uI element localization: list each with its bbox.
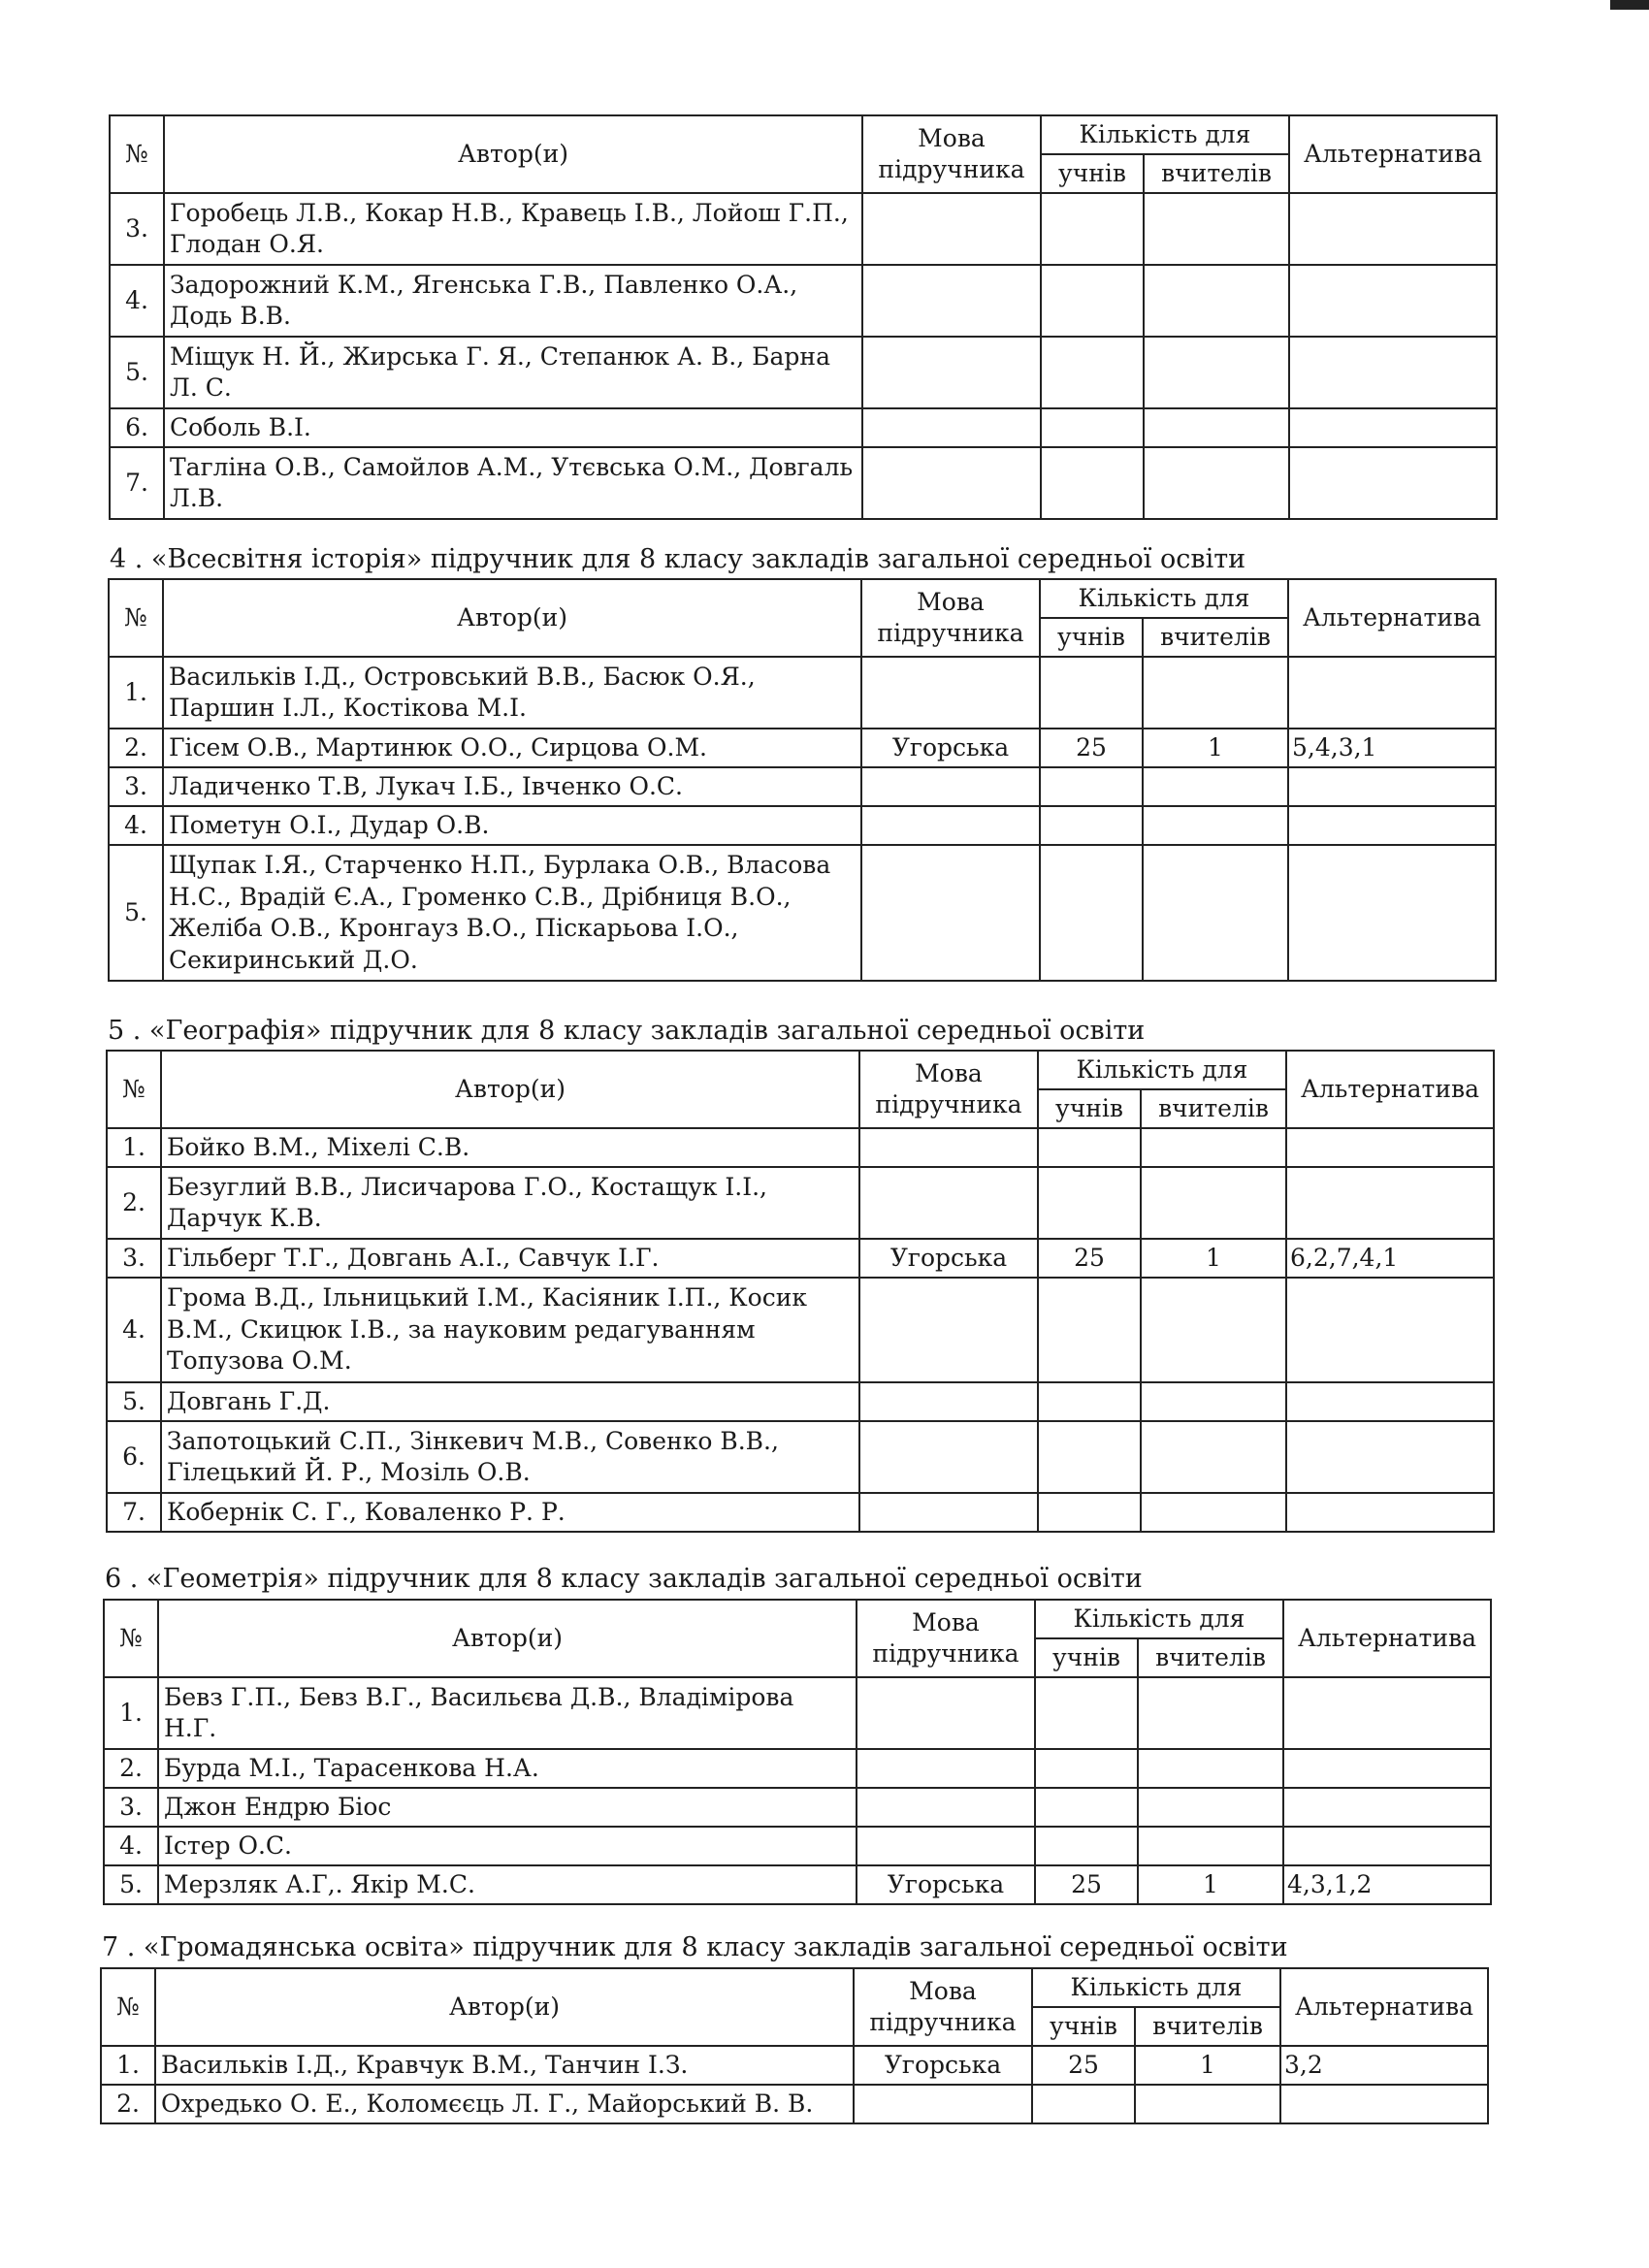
row-language [861,845,1040,981]
row-students-count [1040,767,1143,806]
header-language: Мова підручника [861,579,1040,657]
row-students-count: 25 [1038,1239,1141,1278]
table-row [104,1827,1491,1865]
header-teachers: вчителів [1135,2007,1280,2046]
row-alternative [1286,1382,1494,1421]
row-authors: Васильків І.Д., Кравчук В.М., Танчин І.З. [155,2046,854,2085]
row-number: 1. [101,2046,155,2085]
row-language [862,193,1041,265]
row-teachers-count [1144,337,1289,408]
row-authors: Джон Ендрю Біос [158,1788,857,1827]
row-students-count [1035,1749,1138,1788]
row-number: 2. [109,729,163,767]
row-language [859,1382,1038,1421]
row-language [854,2085,1032,2123]
header-number: № [107,1051,161,1128]
row-language [859,1278,1038,1382]
textbook-table [106,1050,1495,1533]
row-number: 3. [107,1239,161,1278]
row-teachers-count [1138,1677,1283,1749]
table-header-row [110,115,1497,154]
header-quantity: Кількість для [1040,579,1288,618]
table-row [109,729,1496,767]
row-teachers-count [1143,845,1288,981]
header-alternative: Альтернатива [1288,579,1496,657]
table-row [107,1382,1494,1421]
row-alternative [1283,1827,1491,1865]
row-alternative [1286,1167,1494,1239]
row-authors: Запотоцький С.П., Зінкевич М.В., Совенко В.В., Гілецький Й. Р., Мозіль О.В. [161,1421,859,1493]
header-language: Мова підручника [854,1968,1032,2046]
row-teachers-count: 1 [1141,1239,1286,1278]
row-authors: Гільберг Т.Г., Довгань А.І., Савчук І.Г. [161,1239,859,1278]
row-number: 6. [110,408,164,447]
header-authors: Автор(и) [155,1968,854,2046]
row-teachers-count [1143,657,1288,729]
table-row [107,1493,1494,1532]
row-language: Угорська [857,1865,1035,1904]
row-alternative [1286,1128,1494,1167]
row-authors: Пометун О.І., Дудар О.В. [163,806,861,845]
row-teachers-count [1138,1827,1283,1865]
row-language [857,1827,1035,1865]
header-authors: Автор(и) [163,579,861,657]
table-header-row [107,1051,1494,1089]
row-students-count [1040,845,1143,981]
header-quantity: Кількість для [1035,1600,1283,1638]
header-language: Мова підручника [862,115,1041,193]
table-row [110,193,1497,265]
table-row [109,657,1496,729]
row-language [857,1677,1035,1749]
header-number: № [104,1600,158,1677]
row-number: 1. [107,1128,161,1167]
row-students-count [1041,408,1144,447]
row-students-count [1032,2085,1135,2123]
row-alternative [1288,845,1496,981]
row-students-count [1038,1421,1141,1493]
row-alternative: 3,2 [1280,2046,1488,2085]
header-language: Мова підручника [859,1051,1038,1128]
row-students-count [1041,193,1144,265]
table-row [104,1865,1491,1904]
row-teachers-count [1144,193,1289,265]
table-row [107,1278,1494,1382]
row-authors: Васильків І.Д., Островський В.В., Басюк О.Я., Паршин І.Л., Костікова М.І. [163,657,861,729]
row-alternative [1286,1278,1494,1382]
table-header-row [109,579,1496,618]
header-teachers: вчителів [1143,618,1288,657]
row-authors: Кобернік С. Г., Коваленко Р. Р. [161,1493,859,1532]
row-alternative [1289,337,1497,408]
row-alternative [1280,2085,1488,2123]
row-teachers-count [1141,1493,1286,1532]
row-students-count: 25 [1035,1865,1138,1904]
header-students: учнів [1035,1638,1138,1677]
row-authors: Мерзляк А.Г,. Якір М.С. [158,1865,857,1904]
row-authors: Бойко В.М., Міхелі С.В. [161,1128,859,1167]
table-row [101,2046,1488,2085]
row-alternative [1288,657,1496,729]
row-students-count [1035,1677,1138,1749]
row-alternative: 6,2,7,4,1 [1286,1239,1494,1278]
row-language: Угорська [854,2046,1032,2085]
row-language [861,767,1040,806]
header-teachers: вчителів [1144,154,1289,193]
table-row [104,1788,1491,1827]
header-quantity: Кількість для [1041,115,1289,154]
row-alternative [1286,1493,1494,1532]
section-title: 6 . «Геометрія» підручник для 8 класу закладів загальної середньої освіти [105,1564,1143,1594]
header-authors: Автор(и) [161,1051,859,1128]
row-alternative [1283,1788,1491,1827]
row-teachers-count [1141,1128,1286,1167]
table-row [107,1128,1494,1167]
row-teachers-count [1135,2085,1280,2123]
row-teachers-count [1144,447,1289,519]
textbook-table [103,1599,1492,1905]
row-teachers-count [1144,408,1289,447]
row-language [857,1788,1035,1827]
row-language [859,1167,1038,1239]
header-number: № [110,115,164,193]
row-students-count [1038,1167,1141,1239]
table-header-row [101,1968,1488,2007]
row-authors: Соболь В.І. [164,408,862,447]
header-alternative: Альтернатива [1280,1968,1488,2046]
header-alternative: Альтернатива [1289,115,1497,193]
header-students: учнів [1040,618,1143,657]
row-language [862,337,1041,408]
row-students-count [1041,265,1144,337]
row-number: 5. [104,1865,158,1904]
header-alternative: Альтернатива [1283,1600,1491,1677]
row-alternative [1286,1421,1494,1493]
row-teachers-count [1144,265,1289,337]
row-number: 4. [109,806,163,845]
row-alternative [1283,1677,1491,1749]
row-students-count [1038,1278,1141,1382]
row-teachers-count: 1 [1143,729,1288,767]
table-row [110,265,1497,337]
row-alternative [1289,447,1497,519]
row-alternative: 5,4,3,1 [1288,729,1496,767]
row-number: 3. [109,767,163,806]
header-students: учнів [1032,2007,1135,2046]
table-row [107,1239,1494,1278]
row-students-count [1038,1493,1141,1532]
row-authors: Гісем О.В., Мартинюк О.О., Сирцова О.М. [163,729,861,767]
row-number: 5. [109,845,163,981]
header-teachers: вчителів [1141,1089,1286,1128]
header-students: учнів [1038,1089,1141,1128]
row-number: 4. [104,1827,158,1865]
row-teachers-count [1138,1749,1283,1788]
row-teachers-count: 1 [1135,2046,1280,2085]
row-authors: Задорожний К.М., Ягенська Г.В., Павленко О.А., Додь В.В. [164,265,862,337]
row-number: 1. [104,1677,158,1749]
table-row [104,1677,1491,1749]
row-number: 3. [104,1788,158,1827]
header-quantity: Кількість для [1038,1051,1286,1089]
row-students-count: 25 [1032,2046,1135,2085]
table-row [107,1421,1494,1493]
header-quantity: Кількість для [1032,1968,1280,2007]
row-language [862,447,1041,519]
section-title: 5 . «Географія» підручник для 8 класу закладів загальної середньої освіти [108,1016,1146,1046]
row-number: 4. [110,265,164,337]
row-number: 5. [110,337,164,408]
header-teachers: вчителів [1138,1638,1283,1677]
header-number: № [101,1968,155,2046]
row-number: 5. [107,1382,161,1421]
row-language [861,806,1040,845]
table-row [110,447,1497,519]
row-authors: Грома В.Д., Ільницький І.М., Касіяник І.П., Косик В.М., Скицюк І.В., за науковим редагуванням Топузова О.М. [161,1278,859,1382]
row-authors: Тагліна О.В., Самойлов А.М., Утєвська О.М., Довгаль Л.В. [164,447,862,519]
row-alternative [1289,265,1497,337]
row-language: Угорська [861,729,1040,767]
row-number: 3. [110,193,164,265]
section-title: 7 . «Громадянська освіта» підручник для 8 класу закладів загальної середньої освіти [102,1932,1288,1962]
row-students-count [1041,337,1144,408]
header-alternative: Альтернатива [1286,1051,1494,1128]
row-teachers-count [1141,1421,1286,1493]
row-authors: Міщук Н. Й., Жирська Г. Я., Степанюк А. В., Барна Л. С. [164,337,862,408]
row-number: 2. [101,2085,155,2123]
row-language [859,1493,1038,1532]
row-number: 7. [107,1493,161,1532]
table-row [110,337,1497,408]
row-authors: Ладиченко Т.В, Лукач І.Б., Івченко О.С. [163,767,861,806]
row-alternative: 4,3,1,2 [1283,1865,1491,1904]
header-number: № [109,579,163,657]
row-students-count [1040,657,1143,729]
row-students-count [1035,1788,1138,1827]
row-language [862,265,1041,337]
row-students-count: 25 [1040,729,1143,767]
row-language [861,657,1040,729]
row-students-count [1040,806,1143,845]
textbook-table [108,578,1497,982]
header-authors: Автор(и) [164,115,862,193]
row-teachers-count [1141,1382,1286,1421]
row-number: 2. [107,1167,161,1239]
row-number: 2. [104,1749,158,1788]
row-alternative [1288,806,1496,845]
textbook-table [109,114,1498,520]
row-alternative [1288,767,1496,806]
row-students-count [1038,1128,1141,1167]
row-number: 1. [109,657,163,729]
row-students-count [1041,447,1144,519]
row-alternative [1283,1749,1491,1788]
table-row [109,767,1496,806]
row-number: 6. [107,1421,161,1493]
row-number: 4. [107,1278,161,1382]
row-authors: Істер О.С. [158,1827,857,1865]
row-alternative [1289,193,1497,265]
row-students-count [1035,1827,1138,1865]
row-teachers-count [1143,806,1288,845]
section-title: 4 . «Всесвітня історія» підручник для 8 класу закладів загальної середньої освіти [110,544,1246,574]
row-authors: Охредько О. Е., Коломєєць Л. Г., Майорський В. В. [155,2085,854,2123]
row-language [859,1128,1038,1167]
row-authors: Горобець Л.В., Кокар Н.В., Кравець І.В., Лойош Г.П., Глодан О.Я. [164,193,862,265]
header-students: учнів [1041,154,1144,193]
row-teachers-count [1141,1167,1286,1239]
header-authors: Автор(и) [158,1600,857,1677]
row-number: 7. [110,447,164,519]
table-row [110,408,1497,447]
table-row [107,1167,1494,1239]
row-authors: Бурда М.І., Тарасенкова Н.А. [158,1749,857,1788]
row-teachers-count: 1 [1138,1865,1283,1904]
table-row [104,1749,1491,1788]
table-row [109,845,1496,981]
textbook-table [100,1967,1489,2124]
row-language [862,408,1041,447]
row-students-count [1038,1382,1141,1421]
row-authors: Щупак І.Я., Старченко Н.П., Бурлака О.В., Власова Н.С., Врадій Є.А., Громенко С.В., Дрібниця В.О., Желіба О.В., Кронгауз В.О., Піскарьова І.О., Секиринський Д.О. [163,845,861,981]
scan-edge-mark [1610,0,1649,10]
row-authors: Бевз Г.П., Бевз В.Г., Васильєва Д.В., Владімірова Н.Г. [158,1677,857,1749]
row-teachers-count [1141,1278,1286,1382]
table-row [101,2085,1488,2123]
table-header-row [104,1600,1491,1638]
row-language [857,1749,1035,1788]
table-row [109,806,1496,845]
row-authors: Довгань Г.Д. [161,1382,859,1421]
header-language: Мова підручника [857,1600,1035,1677]
row-language: Угорська [859,1239,1038,1278]
row-teachers-count [1138,1788,1283,1827]
row-alternative [1289,408,1497,447]
row-authors: Безуглий В.В., Лисичарова Г.О., Костащук І.І., Дарчук К.В. [161,1167,859,1239]
row-language [859,1421,1038,1493]
row-teachers-count [1143,767,1288,806]
